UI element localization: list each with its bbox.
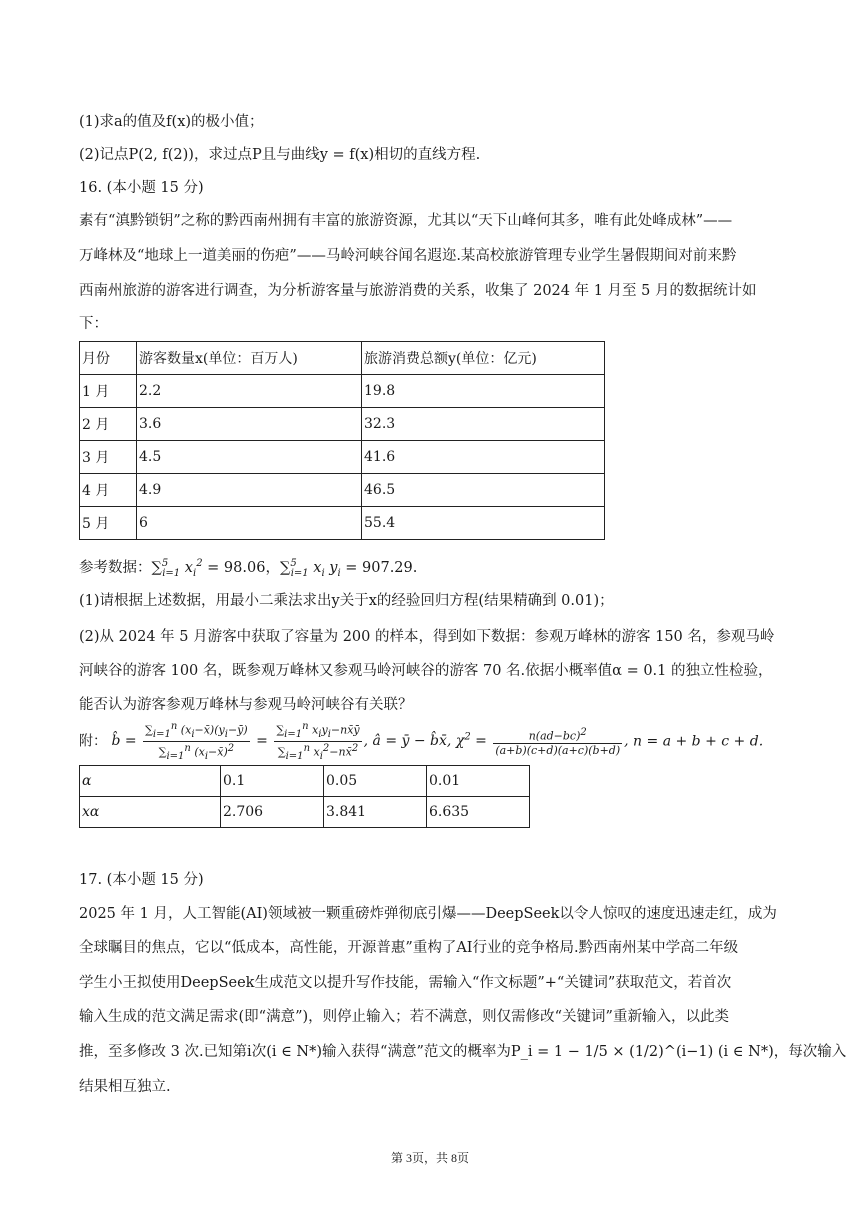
problem17-header: 17. (本小题 15 分) bbox=[79, 872, 204, 888]
problem16-intro-line: 西南州旅游的游客进行调查，为分析游客量与旅游消费的关系，收集了 2024 年 1 月至 5 月的数据统计如 bbox=[79, 283, 757, 299]
table-row bbox=[80, 474, 605, 507]
table-cell: 19.8 bbox=[362, 375, 605, 408]
table-cell: 4.5 bbox=[137, 441, 362, 474]
table-header-cell: 旅游消费总额y(单位：亿元) bbox=[362, 342, 605, 375]
reference-sum-1: = 98.06， bbox=[207, 559, 280, 576]
table-cell: 46.5 bbox=[362, 474, 605, 507]
reference-data bbox=[79, 553, 781, 585]
problem17-line: 推，至多修改 3 次.已知第i次(i ∈ N*)输入获得“满意”范文的概率为P_i = 1 − 1/5 × (1/2)^(i−1) (i ∈ N*)，每次输入 bbox=[79, 1044, 847, 1060]
table-cell: 32.3 bbox=[362, 408, 605, 441]
table-cell: xα bbox=[80, 797, 221, 828]
sum-x-squared-expression: ∑$^5_{i=1}$ $x_i^2$ bbox=[151, 558, 203, 579]
table-cell: 6.635 bbox=[427, 797, 530, 828]
table-row bbox=[80, 441, 605, 474]
table-cell: 5 月 bbox=[80, 507, 137, 540]
table-cell: 41.6 bbox=[362, 441, 605, 474]
appendix-label: 附： bbox=[79, 733, 107, 750]
table-cell: 2.706 bbox=[221, 797, 324, 828]
table-row bbox=[80, 766, 530, 797]
problem16-intro-line: 素有“滇黔锁钥”之称的黔西南州拥有丰富的旅游资源，尤其以“天下山峰何其多，唯有此处峰成林”—— bbox=[79, 213, 733, 229]
table-cell: 2 月 bbox=[80, 408, 137, 441]
critical-value-table bbox=[79, 765, 530, 828]
table-header-cell: 月份 bbox=[80, 342, 137, 375]
page-footer: 第 3页，共 8页 bbox=[390, 1151, 469, 1165]
table-cell: 3.6 bbox=[137, 408, 362, 441]
problem16-question-2-line: (2)从 2024 年 5 月游客中获取了容量为 200 的样本，得到如下数据：参观万峰林的游客 150 名，参观马岭 bbox=[79, 629, 775, 645]
appendix-formulas bbox=[79, 720, 763, 763]
table-row bbox=[80, 375, 605, 408]
table-header-cell: 游客数量x(单位：百万人) bbox=[137, 342, 362, 375]
problem16-question-1: (1)请根据上述数据，用最小二乘法求出y关于x的经验回归方程(结果精确到 0.01)； bbox=[79, 593, 614, 609]
appendix-tail: n = a + b + c + d. bbox=[633, 733, 764, 750]
table-cell: 0.01 bbox=[427, 766, 530, 797]
problem16-question-2-line: 能否认为游客参观万峰林与参观马岭河峡谷有关联？ bbox=[79, 697, 413, 713]
table-cell: 1 月 bbox=[80, 375, 137, 408]
problem16-intro-line: 万峰林及“地球上一道美丽的伤疤”——马岭河峡谷闻名遐迩.某高校旅游管理专业学生暑假期间对前来黔 bbox=[79, 248, 737, 264]
problem16-question-2-line: 河峡谷的游客 100 名，既参观万峰林又参观马岭河峡谷的游客 70 名.依据小概率值α = 0.1 的独立性检验， bbox=[79, 663, 773, 679]
table-cell: 6 bbox=[137, 507, 362, 540]
problem16-intro-line: 下： bbox=[79, 316, 108, 332]
table-header-row bbox=[80, 342, 605, 375]
table-cell: α bbox=[80, 766, 221, 797]
table-cell: 3 月 bbox=[80, 441, 137, 474]
problem17-line: 全球瞩目的焦点，它以“低成本，高性能，开源普惠”重构了AI行业的竞争格局.黔西南州某中学高二年级 bbox=[79, 940, 739, 956]
table-cell: 4.9 bbox=[137, 474, 362, 507]
problem17-line: 结果相互独立. bbox=[79, 1079, 171, 1095]
table-cell: 0.1 bbox=[221, 766, 324, 797]
table-row bbox=[80, 408, 605, 441]
part1-question-2: (2)记点P(2, f(2))，求过点P且与曲线y = f(x)相切的直线方程. bbox=[79, 147, 481, 163]
table-row bbox=[80, 507, 605, 540]
reference-sum-2: = 907.29. bbox=[345, 559, 418, 576]
reference-label: 参考数据： bbox=[79, 559, 152, 576]
problem17-line: 学生小王拟使用DeepSeek生成范文以提升写作技能，需输入“作文标题”+“关键词”获取范文，若首次 bbox=[79, 975, 732, 991]
part1-question-1: (1)求a的值及f(x)的极小值； bbox=[79, 114, 264, 130]
sum-xy-expression: ∑$^5_{i=1}$ $x_i$ $y_i$ bbox=[279, 558, 341, 579]
table-cell: 3.841 bbox=[324, 797, 427, 828]
tourism-data-table bbox=[79, 341, 605, 540]
table-cell: 4 月 bbox=[80, 474, 137, 507]
table-cell: 2.2 bbox=[137, 375, 362, 408]
regression-formula: b̂ = $\frac{\sum_{i=1}^n (x_i-x̄)(y_i-ȳ)}{\sum_{i=1}^n (x_i-x̄)^2}$ = $\frac{\sum_{i=1}^n x_iy_i-nx̄ȳ}{\sum_{i=1}^n x_i^2-nx̄^2}$ , â = ȳ − b̂x̄, $\chi^2$ = $\frac{n(ad-bc)^2}{(a+b)(c+d)(a+c)(b+d)}$ , bbox=[111, 721, 634, 762]
table-row bbox=[80, 797, 530, 828]
problem17-line: 输入生成的范文满足需求(即“满意”)，则停止输入；若不满意，则仅需修改“关键词”重新输入，以此类 bbox=[79, 1009, 729, 1025]
problem16-header: 16. (本小题 15 分) bbox=[79, 180, 204, 196]
table-cell: 55.4 bbox=[362, 507, 605, 540]
table-cell: 0.05 bbox=[324, 766, 427, 797]
problem17-line: 2025 年 1 月，人工智能(AI)领域被一颗重磅炸弹彻底引爆——DeepSeek以令人惊叹的速度迅速走红，成为 bbox=[79, 906, 777, 922]
